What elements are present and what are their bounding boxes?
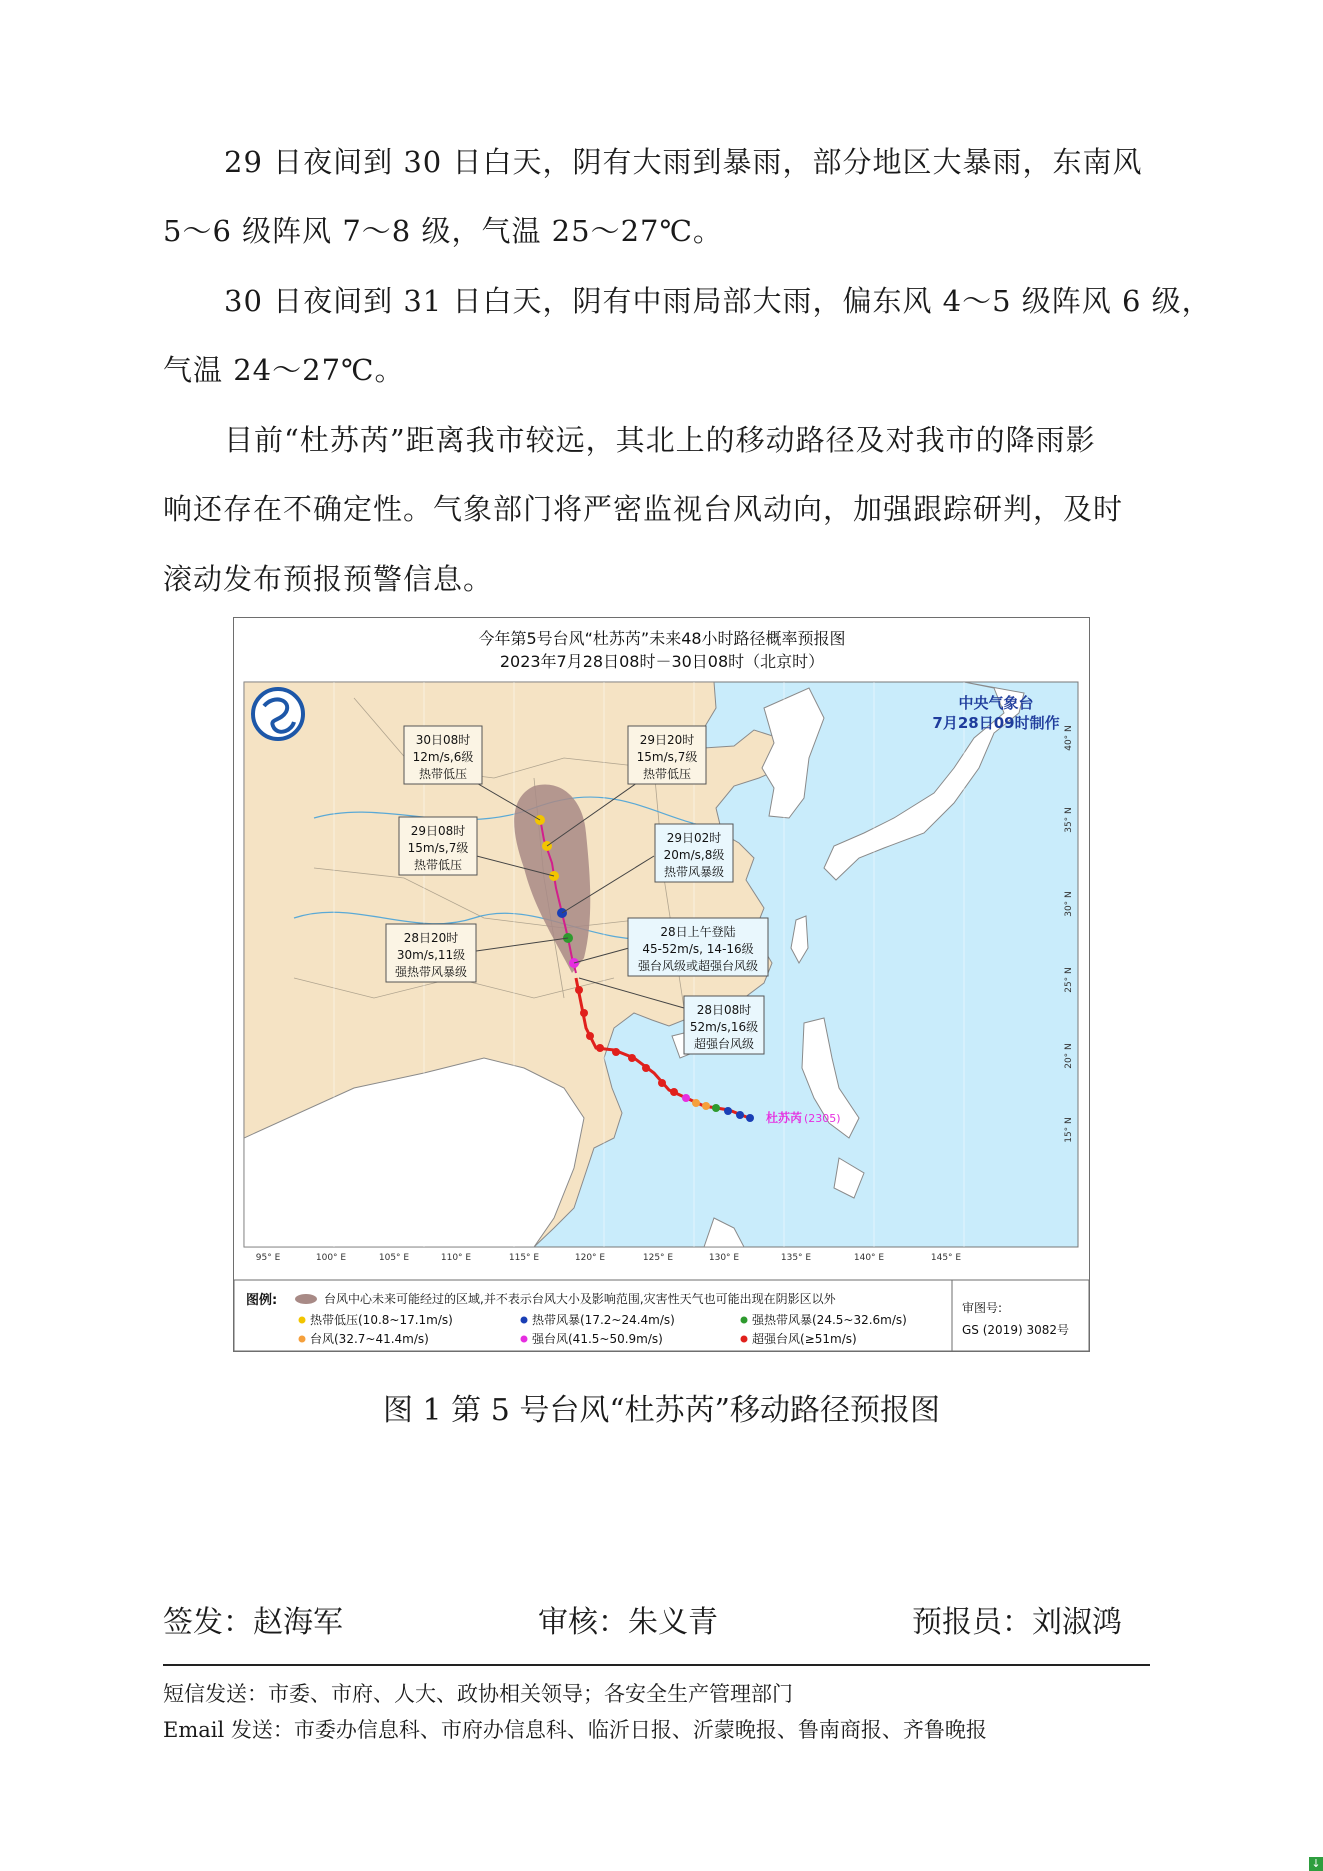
lat-tick: 35° N — [1064, 807, 1074, 833]
callout-28d-landfall — [628, 918, 768, 976]
svg-text:28日上午登陆: 28日上午登陆 — [660, 925, 736, 939]
callout-29d08 — [399, 817, 477, 875]
svg-text:热带低压: 热带低压 — [418, 767, 468, 781]
legend-cone-text: 台风中心未来可能经过的区域,并不表示台风大小及影响范围,灾害性天气也可能出现在阴影区以外 — [324, 1292, 836, 1306]
lon-tick: 140° E — [853, 1253, 885, 1263]
callout-28d20 — [386, 924, 476, 982]
svg-text:45-52m/s, 14-16级: 45-52m/s, 14-16级 — [642, 942, 754, 956]
svg-text:12m/s,6级: 12m/s,6级 — [412, 750, 474, 764]
svg-text:强台风级或超强台风级: 强台风级或超强台风级 — [637, 959, 759, 973]
lon-tick: 135° E — [780, 1253, 812, 1263]
svg-text:超强台风级: 超强台风级 — [693, 1037, 755, 1051]
callout-28d08 — [684, 996, 764, 1054]
paragraph-line: 滚动发布预报预警信息。 — [163, 562, 494, 596]
svg-text:28日08时: 28日08时 — [696, 1003, 752, 1017]
legend-item: 强台风(41.5~50.9m/s) — [532, 1332, 663, 1346]
lon-tick: 110° E — [440, 1253, 472, 1263]
map-title: 今年第5号台风“杜苏芮”未来48小时路径概率预报图 — [478, 629, 846, 648]
svg-text:热带低压: 热带低压 — [642, 767, 692, 781]
lon-tick: 130° E — [708, 1253, 740, 1263]
svg-text:15m/s,7级: 15m/s,7级 — [636, 750, 698, 764]
svg-text:28日20时: 28日20时 — [403, 931, 459, 945]
svg-text:15m/s,7级: 15m/s,7级 — [407, 841, 469, 855]
review-number: GS (2019) 3082号 — [962, 1323, 1069, 1337]
legend-item: 热带低压(10.8~17.1m/s) — [310, 1313, 453, 1327]
svg-text:热带低压: 热带低压 — [413, 858, 463, 872]
paragraph-line: 29 日夜间到 30 日白天，阴有大雨到暴雨，部分地区大暴雨，东南风 — [224, 145, 1143, 179]
lon-tick: 125° E — [642, 1253, 674, 1263]
divider — [163, 1664, 1150, 1666]
callout-29d02 — [655, 824, 733, 882]
map-subtitle: 2023年7月28日08时－30日08时（北京时） — [499, 652, 825, 671]
lon-tick: 100° E — [315, 1253, 347, 1263]
made-time: 7月28日09时制作 — [932, 714, 1060, 732]
svg-text:30日08时: 30日08时 — [415, 733, 471, 747]
cone-swatch-icon — [295, 1294, 317, 1304]
lon-ticks — [256, 1253, 962, 1263]
legend-item: 强热带风暴(24.5~32.6m/s) — [752, 1313, 907, 1327]
reviewer-signature: 审核：朱义青 — [538, 1605, 718, 1640]
supty-dot-icon — [741, 1336, 748, 1343]
svg-text:20m/s,8级: 20m/s,8级 — [663, 848, 725, 862]
paragraph-line: 响还存在不确定性。气象部门将严密监视台风动向，加强跟踪研判，及时 — [163, 492, 1124, 526]
svg-text:29日02时: 29日02时 — [666, 831, 722, 845]
lat-tick: 30° N — [1064, 891, 1074, 917]
lat-tick: 40° N — [1064, 725, 1074, 751]
lat-tick: 25° N — [1064, 967, 1074, 993]
map-svg — [234, 618, 1089, 1351]
sms-distribution: 短信发送：市委、市府、人大、政协相关领导；各安全生产管理部门 — [163, 1682, 793, 1706]
legend-item: 超强台风(≥51m/s) — [752, 1332, 857, 1346]
lat-tick: 15° N — [1064, 1117, 1074, 1143]
agency-name: 中央气象台 — [958, 694, 1034, 712]
svg-text:52m/s,16级: 52m/s,16级 — [689, 1020, 759, 1034]
typhoon-forecast-map — [233, 617, 1090, 1352]
callout-30d08 — [404, 726, 482, 784]
svg-text:热带风暴级: 热带风暴级 — [663, 865, 725, 879]
paragraph-line: 30 日夜间到 31 日白天，阴有中雨局部大雨，偏东风 4～5 级阵风 6 级， — [224, 284, 1212, 318]
paragraph-line: 5～6 级阵风 7～8 级，气温 25～27℃。 — [163, 214, 723, 248]
lon-tick: 95° E — [255, 1253, 281, 1263]
figure-caption: 图 1 第 5 号台风“杜苏芮”移动路径预报图 — [383, 1393, 940, 1428]
legend-title: 图例: — [246, 1293, 278, 1308]
review-label: 审图号: — [962, 1301, 1003, 1315]
sty-dot-icon — [521, 1336, 528, 1343]
email-distribution: Email 发送：市委办信息科、市府办信息科、临沂日报、沂蒙晚报、鲁南商报、齐鲁晚报 — [163, 1718, 987, 1742]
sts-dot-icon — [741, 1317, 748, 1324]
lon-tick: 145° E — [930, 1253, 962, 1263]
typhoon-name-label: 杜苏芮 — [766, 1111, 803, 1125]
download-icon[interactable]: ↓ — [1309, 1857, 1323, 1871]
lon-tick: 105° E — [378, 1253, 410, 1263]
td-dot-icon — [299, 1317, 306, 1324]
legend-item: 台风(32.7~41.4m/s) — [310, 1332, 429, 1346]
typhoon-code-label: (2305) — [804, 1112, 841, 1125]
cma-logo-icon — [253, 689, 303, 739]
svg-text:30m/s,11级: 30m/s,11级 — [396, 948, 466, 962]
issuer-signature: 签发：赵海军 — [163, 1605, 343, 1640]
svg-text:29日08时: 29日08时 — [410, 824, 466, 838]
paragraph-line: 目前“杜苏芮”距离我市较远，其北上的移动路径及对我市的降雨影 — [224, 423, 1096, 457]
lon-tick: 115° E — [508, 1253, 540, 1263]
lon-tick: 120° E — [574, 1253, 606, 1263]
lat-tick: 20° N — [1064, 1043, 1074, 1069]
callout-29d20 — [628, 726, 706, 784]
svg-text:强热带风暴级: 强热带风暴级 — [394, 965, 468, 979]
paragraph-line: 气温 24～27℃。 — [163, 353, 405, 387]
ty-dot-icon — [299, 1336, 306, 1343]
forecaster-signature: 预报员：刘淑鸿 — [912, 1605, 1122, 1640]
ts-dot-icon — [521, 1317, 528, 1324]
legend-item: 热带风暴(17.2~24.4m/s) — [532, 1313, 675, 1327]
svg-text:29日20时: 29日20时 — [639, 733, 695, 747]
